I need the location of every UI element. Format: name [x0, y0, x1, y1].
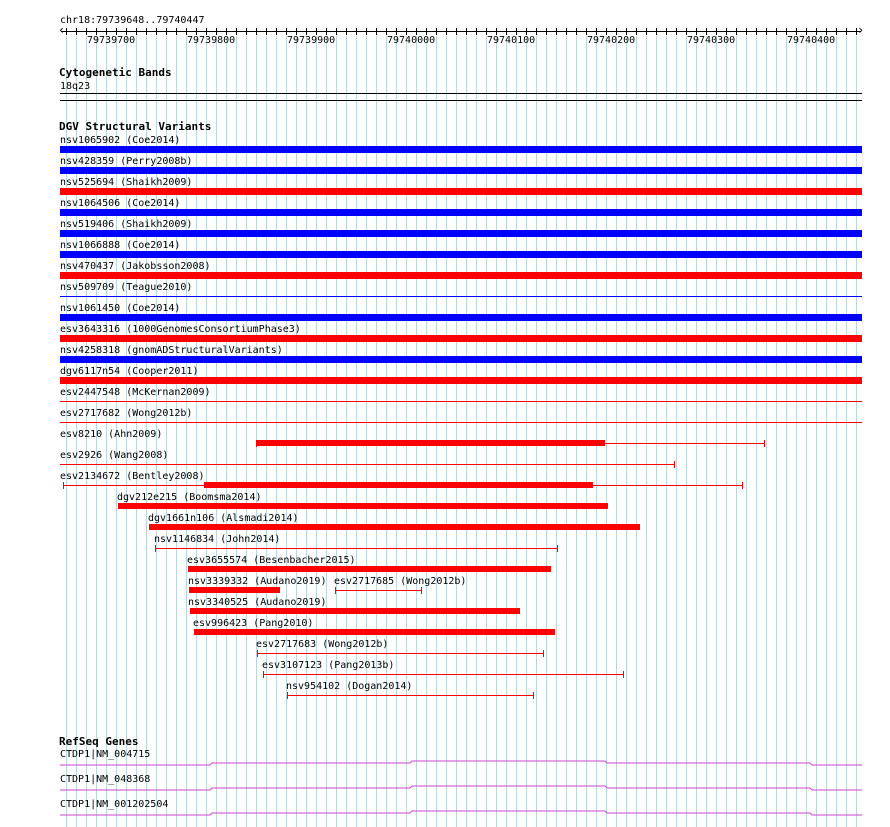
ruler-tick [436, 28, 437, 35]
ruler-tick [556, 28, 557, 35]
ruler-tick [76, 28, 77, 35]
ruler-tick [656, 28, 657, 35]
dgv-feature-span[interactable] [155, 548, 558, 549]
ruler-tick [186, 28, 187, 35]
ruler-tick [66, 28, 67, 35]
ruler-right-arrow: › [857, 23, 865, 37]
ruler-tick [796, 28, 797, 35]
dgv-feature-endcap [63, 482, 64, 489]
dgv-feature-span[interactable] [60, 296, 862, 297]
ruler-tick [366, 28, 367, 35]
ruler-tick-label: 79740000 [387, 35, 436, 46]
ruler-tick [836, 28, 837, 35]
ruler-tick [746, 28, 747, 35]
dgv-feature-bar[interactable] [256, 440, 605, 446]
dgv-feature-bar[interactable] [60, 251, 862, 258]
dgv-feature-span[interactable] [287, 695, 534, 696]
ruler-tick [716, 28, 717, 35]
ruler-tick [576, 28, 577, 35]
ruler-tick [696, 28, 697, 35]
dgv-feature-label[interactable]: nsv1065902 (Coe2014) [60, 135, 181, 146]
dgv-feature-span[interactable] [60, 401, 862, 402]
dgv-feature-label[interactable]: nsv525694 (Shaikh2009) [60, 177, 193, 188]
dgv-feature-bar[interactable] [60, 188, 862, 195]
refseq-gene-label[interactable]: CTDP1|NM_001202504 [60, 799, 169, 810]
ruler-tick-label: 79740100 [487, 35, 536, 46]
dgv-feature-label[interactable]: esv2926 (Wang2008) [60, 450, 169, 461]
track-separator [60, 100, 862, 101]
ruler-tick [86, 28, 87, 35]
dgv-feature-label[interactable]: esv2717685 (Wong2012b) [334, 576, 467, 587]
dgv-feature-label[interactable]: nsv1066888 (Coe2014) [60, 240, 181, 251]
ruler-tick [296, 28, 297, 35]
ruler-tick [316, 28, 317, 35]
dgv-feature-endcap [742, 482, 743, 489]
ruler-tick [306, 28, 307, 35]
ruler-tick [256, 28, 257, 35]
refseq-gene-line [60, 761, 862, 765]
dgv-feature-span[interactable] [263, 674, 624, 675]
dgv-feature-endcap [421, 587, 422, 594]
ruler-tick [426, 28, 427, 35]
dgv-feature-label[interactable]: esv3655574 (Besenbacher2015) [187, 555, 356, 566]
ruler-tick [806, 28, 807, 35]
ruler-tick [786, 28, 787, 35]
dgv-feature-bar[interactable] [194, 629, 555, 635]
ruler-tick [266, 28, 267, 35]
dgv-feature-endcap [623, 671, 624, 678]
dgv-feature-endcap [335, 587, 336, 594]
ruler-tick [246, 28, 247, 35]
dgv-feature-label[interactable]: dgv1661n106 (Alsmadi2014) [148, 513, 299, 524]
dgv-feature-bar[interactable] [188, 566, 551, 572]
dgv-feature-label[interactable]: nsv519406 (Shaikh2009) [60, 219, 193, 230]
refseq-gene-label[interactable]: CTDP1|NM_048368 [60, 774, 151, 785]
ruler-tick [706, 28, 707, 35]
dgv-feature-endcap [764, 440, 765, 447]
dgv-feature-endcap [557, 545, 558, 552]
dgv-feature-label[interactable]: esv2447548 (McKernan2009) [60, 387, 211, 398]
ruler-tick [126, 28, 127, 35]
dgv-feature-span[interactable] [335, 590, 422, 591]
ruler-tick [396, 28, 397, 35]
ruler-tick [406, 28, 407, 35]
dgv-feature-label[interactable]: esv2717683 (Wong2012b) [256, 639, 389, 650]
ruler-tick [646, 28, 647, 35]
dgv-feature-label[interactable]: nsv509709 (Teague2010) [60, 282, 193, 293]
ruler-tick-label: 79739800 [187, 35, 236, 46]
dgv-feature-label[interactable]: nsv1061450 (Coe2014) [60, 303, 181, 314]
dgv-feature-endcap [543, 650, 544, 657]
refseq-gene-line [60, 786, 862, 790]
ruler-tick [546, 28, 547, 35]
dgv-feature-bar[interactable] [60, 335, 862, 342]
ruler-tick [756, 28, 757, 35]
ruler-tick [736, 28, 737, 35]
ruler-tick [616, 28, 617, 35]
ruler-tick [156, 28, 157, 35]
dgv-feature-label[interactable]: esv2717682 (Wong2012b) [60, 408, 193, 419]
ruler-tick [826, 28, 827, 35]
ruler-tick [236, 28, 237, 35]
dgv-track-title[interactable]: DGV Structural Variants [59, 120, 212, 133]
ruler-tick [136, 28, 137, 35]
ruler-tick [276, 28, 277, 35]
dgv-feature-endcap [533, 692, 534, 699]
ruler-tick [566, 28, 567, 35]
ruler-tick [726, 28, 727, 35]
ruler-tick [686, 28, 687, 35]
ruler-tick [166, 28, 167, 35]
dgv-feature-endcap [674, 461, 675, 468]
dgv-feature-bar[interactable] [60, 356, 862, 363]
ruler-tick [206, 28, 207, 35]
dgv-feature-label[interactable]: nsv1146834 (John2014) [154, 534, 281, 545]
dgv-feature-label[interactable]: nsv3339332 (Audano2019) [188, 576, 327, 587]
dgv-feature-bar[interactable] [60, 167, 862, 174]
ruler-tick [476, 28, 477, 35]
refseq-gene-model[interactable] [0, 809, 890, 821]
location-label: chr18:79739648..79740447 [60, 15, 205, 26]
dgv-feature-bar[interactable] [204, 482, 593, 488]
dgv-feature-label[interactable]: esv996423 (Pang2010) [193, 618, 314, 629]
ruler-tick [676, 28, 677, 35]
dgv-feature-bar[interactable] [60, 377, 862, 384]
ruler-tick [116, 28, 117, 35]
dgv-feature-endcap [257, 650, 258, 657]
ruler-tick [96, 28, 97, 35]
ruler-tick [516, 28, 517, 35]
ruler-tick [766, 28, 767, 35]
cytoband-bar[interactable] [60, 93, 862, 94]
refseq-gene-model[interactable] [0, 784, 890, 796]
ruler-tick [376, 28, 377, 35]
dgv-feature-bar[interactable] [60, 272, 862, 279]
dgv-feature-label[interactable]: esv2134672 (Bentley2008) [60, 471, 205, 482]
ruler-tick-label: 79739900 [287, 35, 336, 46]
cytoband-label: 18q23 [60, 81, 91, 92]
dgv-feature-span[interactable] [60, 464, 675, 465]
dgv-feature-label[interactable]: esv3643316 (1000GenomesConsortiumPhase3) [60, 324, 301, 335]
ruler-tick [586, 28, 587, 35]
dgv-feature-span[interactable] [60, 422, 862, 423]
dgv-feature-bar[interactable] [189, 587, 280, 593]
refseq-track-title[interactable]: RefSeq Genes [59, 735, 139, 748]
dgv-feature-bar[interactable] [190, 608, 520, 614]
ruler-tick [596, 28, 597, 35]
dgv-feature-bar[interactable] [60, 230, 862, 237]
ruler-tick [636, 28, 637, 35]
ruler-tick [506, 28, 507, 35]
ruler-tick-label: 79740400 [787, 35, 836, 46]
ruler-tick [196, 28, 197, 35]
ruler-tick [226, 28, 227, 35]
ruler-tick [816, 28, 817, 35]
ruler-tick [446, 28, 447, 35]
dgv-feature-label[interactable]: nsv428359 (Perry2008b) [60, 156, 193, 167]
ruler-tick [856, 28, 857, 35]
ruler-tick [146, 28, 147, 35]
dgv-feature-label[interactable]: nsv954102 (Dogan2014) [286, 681, 413, 692]
ruler-tick [346, 28, 347, 35]
dgv-feature-bar[interactable] [60, 146, 862, 153]
ruler-tick [536, 28, 537, 35]
ruler-tick [336, 28, 337, 35]
ruler-tick-label: 79739700 [87, 35, 136, 46]
dgv-feature-bar[interactable] [118, 503, 608, 509]
ruler-tick [326, 28, 327, 35]
dgv-feature-label[interactable]: nsv470437 (Jakobsson2008) [60, 261, 211, 272]
cytoband-track-title[interactable]: Cytogenetic Bands [59, 66, 172, 79]
ruler-tick [666, 28, 667, 35]
ruler-tick [626, 28, 627, 35]
ruler-left-arrow: ‹ [58, 23, 66, 37]
refseq-gene-label[interactable]: CTDP1|NM_004715 [60, 749, 151, 760]
ruler-tick [606, 28, 607, 35]
ruler-tick [286, 28, 287, 35]
ruler-tick [486, 28, 487, 35]
ruler-axis [61, 31, 861, 32]
dgv-feature-label[interactable]: nsv3340525 (Audano2019) [188, 597, 327, 608]
dgv-feature-label[interactable]: esv3107123 (Pang2013b) [262, 660, 395, 671]
dgv-feature-label[interactable]: dgv6117n54 (Cooper2011) [60, 366, 199, 377]
ruler-tick [216, 28, 217, 35]
ruler-tick [456, 28, 457, 35]
ruler-tick [496, 28, 497, 35]
ruler-tick [356, 28, 357, 35]
dgv-feature-endcap [155, 545, 156, 552]
dgv-feature-span[interactable] [257, 653, 544, 654]
dgv-feature-bar[interactable] [60, 209, 862, 216]
refseq-gene-model[interactable] [0, 759, 890, 771]
ruler-tick [386, 28, 387, 35]
ruler-tick [106, 28, 107, 35]
dgv-feature-label[interactable]: nsv4258318 (gnomADStructuralVariants) [60, 345, 283, 356]
ruler-tick [416, 28, 417, 35]
dgv-feature-label[interactable]: dgv212e215 (Boomsma2014) [117, 492, 262, 503]
ruler-tick [176, 28, 177, 35]
dgv-feature-label[interactable]: esv8210 (Ahn2009) [60, 429, 163, 440]
ruler-tick [846, 28, 847, 35]
ruler-tick-label: 79740200 [587, 35, 636, 46]
dgv-feature-label[interactable]: nsv1064506 (Coe2014) [60, 198, 181, 209]
ruler-tick-label: 79740300 [687, 35, 736, 46]
dgv-feature-bar[interactable] [149, 524, 640, 530]
dgv-feature-endcap [287, 692, 288, 699]
ruler-tick [776, 28, 777, 35]
dgv-feature-bar[interactable] [60, 314, 862, 321]
refseq-gene-line [60, 811, 862, 815]
ruler-tick [466, 28, 467, 35]
dgv-feature-endcap [263, 671, 264, 678]
ruler-tick [526, 28, 527, 35]
